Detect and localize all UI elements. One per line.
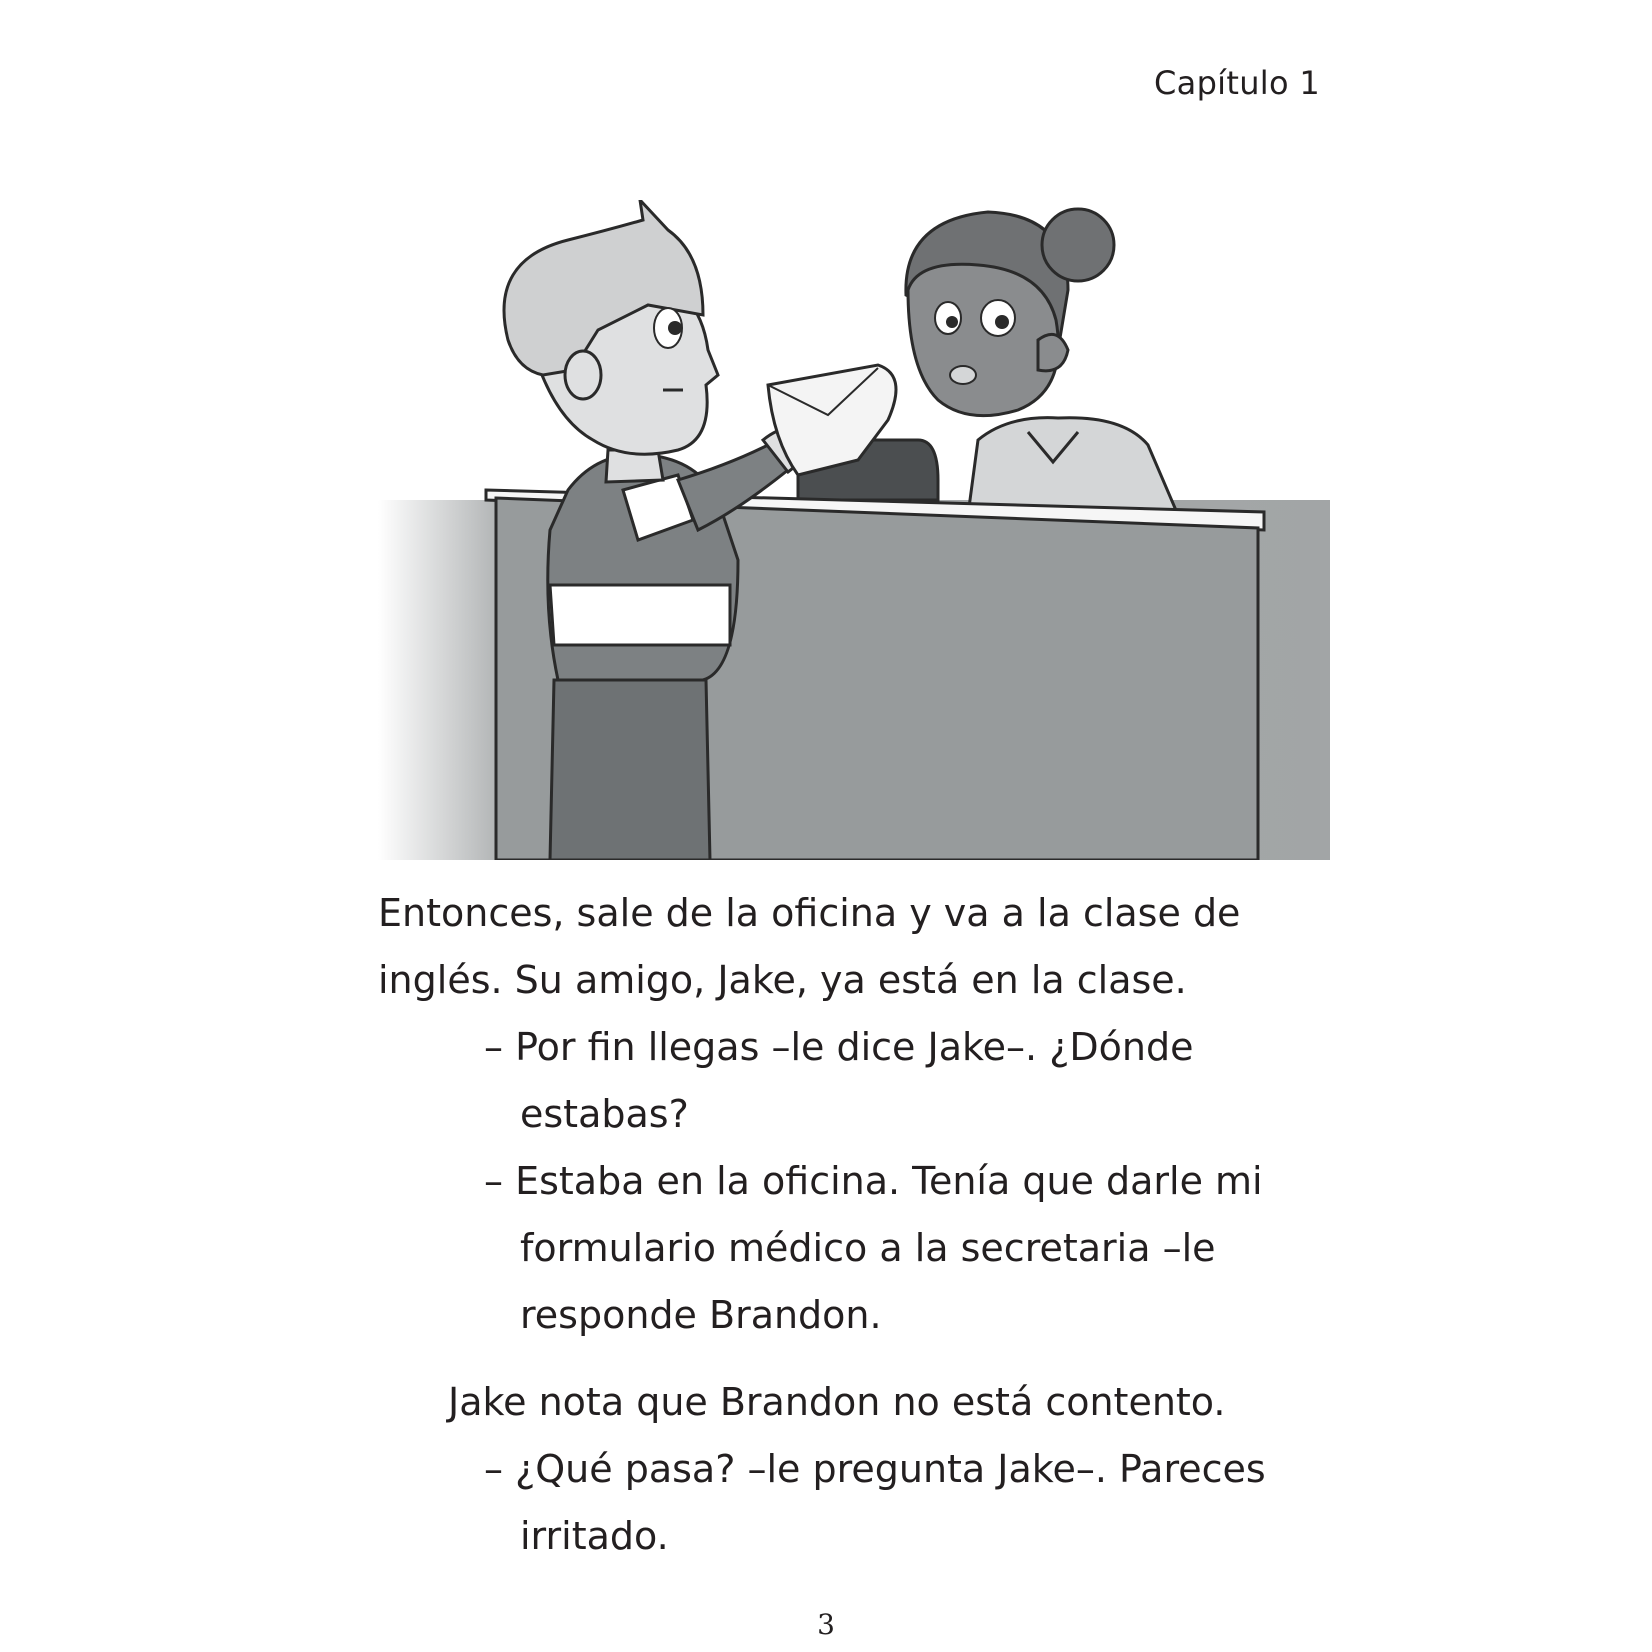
boy-shirt-stripe [550, 585, 730, 645]
secretary-blouse [968, 418, 1178, 515]
paragraph: Jake nota que Brandon no está contento. [448, 1380, 1226, 1424]
secretary-hair-bun [1042, 209, 1114, 281]
dialogue-line: – Por fin llegas –le dice Jake–. ¿Dónde estabas? [484, 1025, 1194, 1136]
paragraph: Entonces, sale de la oficina y va a la clase de inglés. Su amigo, Jake, ya está en la clase. [378, 891, 1241, 1002]
story-text [378, 880, 1338, 1570]
illustration [378, 200, 1330, 860]
dialogue-line: – ¿Qué pasa? –le pregunta Jake–. Pareces irritado. [484, 1447, 1266, 1558]
page-number: 3 [817, 1608, 835, 1641]
secretary-face [908, 264, 1058, 415]
boy-pants [550, 680, 710, 860]
dialogue-line: – Estaba en la oficina. Tenía que darle mi formulario médico a la secretaria –le responde Brandon. [484, 1159, 1263, 1337]
boy-ear [565, 351, 601, 399]
chapter-title: Capítulo 1 [1154, 64, 1320, 102]
